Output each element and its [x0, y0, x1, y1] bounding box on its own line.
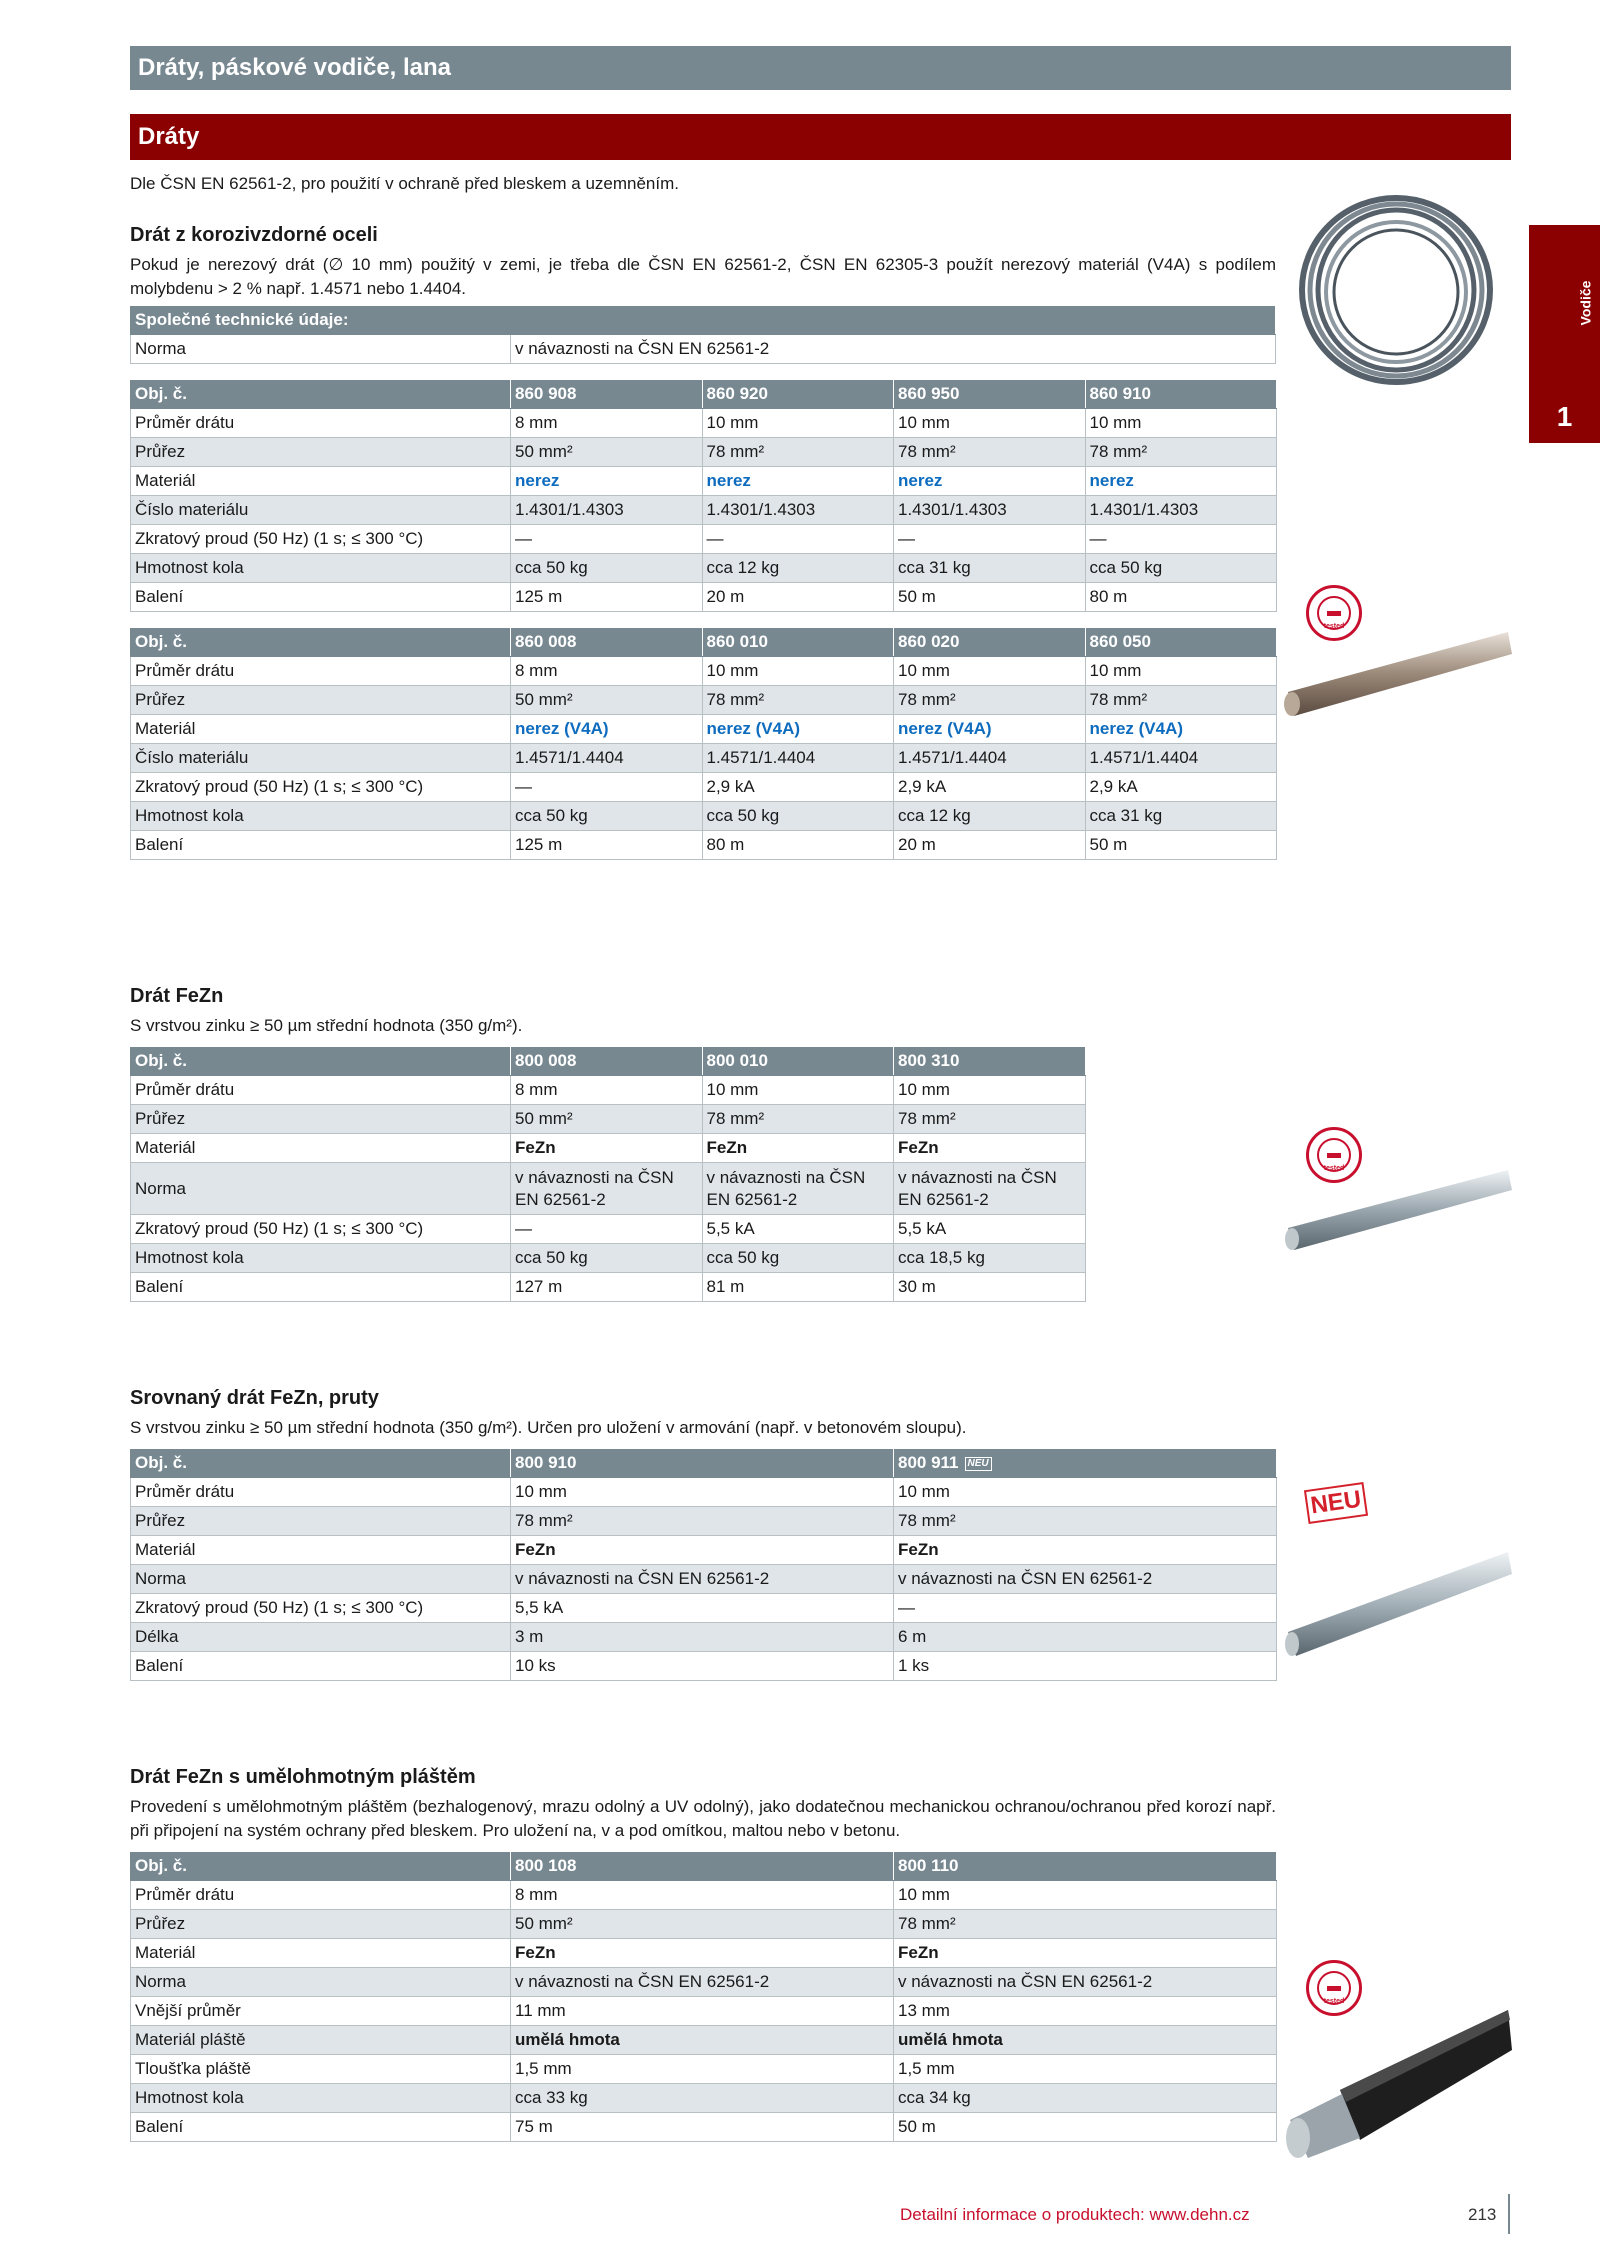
table-row [131, 1910, 1277, 1939]
cell-value: 78 mm² [894, 686, 1086, 715]
stainless-rod-image [1280, 630, 1512, 720]
table-row [131, 1623, 1277, 1652]
table-row [131, 715, 1277, 744]
cell-value: nerez (V4A) [1085, 715, 1277, 744]
row-label: Průměr drátu [131, 1478, 511, 1507]
section-description: Pokud je nerezový drát (∅ 10 mm) použitý v zemi, je třeba dle ČSN EN 62561-2, ČSN EN 62305-3 použít nerezový materiál (V4A) s podílem molybdenu > 2 % např. 1.4571 nebo 1.4404. [130, 255, 1276, 298]
cell-value: 20 m [894, 831, 1086, 860]
section-title: Drát z korozivzdorné oceli [130, 224, 378, 246]
table-row [131, 1968, 1277, 1997]
order-number: 860 008 [511, 628, 703, 657]
section-description: S vrstvou zinku ≥ 50 µm střední hodnota (350 g/m²). [130, 1016, 523, 1035]
cell-value: 127 m [511, 1273, 703, 1302]
row-label: Průřez [131, 1507, 511, 1536]
chapter-tab[interactable] [1529, 225, 1600, 443]
empty-cell [1085, 1105, 1277, 1134]
cell-value: 1 ks [894, 1652, 1277, 1681]
cell-value: 10 mm [894, 1881, 1277, 1910]
table-row [131, 773, 1277, 802]
cell-value: 11 mm [511, 1997, 894, 2026]
empty-cell [1085, 1163, 1277, 1215]
table-row [131, 1478, 1277, 1507]
order-number: 860 910 [1085, 380, 1277, 409]
row-label: Zkratový proud (50 Hz) (1 s; ≤ 300 °C) [131, 1594, 511, 1623]
table-row [131, 1507, 1277, 1536]
section-description: Provedení s umělohmotným pláštěm (bezhalogenový, mrazu odolný a UV odolný), jako dodatečnou mechanickou ochranou/ochranou před korozí např. při připojení na systém ochrany před bleskem. Pro uložení na, v a pod omítkou, maltou nebo v betonu. [130, 1797, 1276, 1840]
row-label: Materiál pláště [131, 2026, 511, 2055]
table-row [131, 686, 1277, 715]
row-label: Zkratový proud (50 Hz) (1 s; ≤ 300 °C) [131, 1215, 511, 1244]
cell-value: 13 mm [894, 1997, 1277, 2026]
table-row [131, 525, 1277, 554]
table-header-row [131, 1449, 1277, 1478]
table-row [131, 1652, 1277, 1681]
order-number: 860 950 [894, 380, 1086, 409]
empty-cell [1085, 1076, 1277, 1105]
table-row [131, 1215, 1277, 1244]
order-number: 800 911 NEU [894, 1449, 1277, 1478]
cell-value: 3 m [511, 1623, 894, 1652]
cell-value: v návaznosti na ČSN EN 62561-2 [702, 1163, 894, 1215]
order-number: 800 008 [511, 1047, 703, 1076]
section-straightened-fezn [130, 1387, 1276, 1681]
table-row [131, 1997, 1277, 2026]
header-label: Obj. č. [131, 1449, 511, 1478]
cell-value: 125 m [511, 831, 703, 860]
wire-coil-image [1296, 190, 1510, 400]
cell-value: 78 mm² [894, 438, 1086, 467]
page-number: 213 [1468, 2205, 1497, 2224]
cell-value: — [511, 773, 703, 802]
section-title: Drát FeZn s umělohmotným pláštěm [130, 1766, 476, 1788]
table-row [131, 554, 1277, 583]
row-label: Hmotnost kola [131, 802, 511, 831]
cell-value: — [511, 1215, 703, 1244]
empty-cell [1085, 1273, 1277, 1302]
cell-value: v návaznosti na ČSN EN 62561-2 [511, 1565, 894, 1594]
cell-value: 1.4571/1.4404 [894, 744, 1086, 773]
cell-value: — [511, 525, 703, 554]
cell-value: cca 50 kg [511, 802, 703, 831]
new-product-small-badge: NEU [965, 1457, 992, 1471]
norma-label: Norma [131, 335, 511, 364]
cell-value: 75 m [511, 2113, 894, 2142]
footer-link[interactable]: Detailní informace o produktech: www.dehn.cz [900, 2205, 1250, 2224]
table-row [131, 1939, 1277, 1968]
cell-value: nerez (V4A) [702, 715, 894, 744]
cell-value: 2,9 kA [702, 773, 894, 802]
table-row [131, 1134, 1277, 1163]
section-stainless-wire [130, 224, 1276, 860]
table-row [131, 2026, 1277, 2055]
cell-value: 10 mm [511, 1478, 894, 1507]
cell-value: 8 mm [511, 1076, 703, 1105]
cell-value: 10 mm [894, 1478, 1277, 1507]
tested-label: tested [1323, 1165, 1345, 1172]
cell-value: FeZn [894, 1134, 1086, 1163]
table-row [131, 438, 1277, 467]
common-spec-table [130, 305, 1276, 364]
cell-value: — [894, 1594, 1277, 1623]
cell-value: — [1085, 525, 1277, 554]
cell-value: 6 m [894, 1623, 1277, 1652]
table-row [131, 409, 1277, 438]
cell-value: 78 mm² [702, 438, 894, 467]
cell-value: 10 mm [702, 1076, 894, 1105]
cell-value: cca 31 kg [894, 554, 1086, 583]
empty-cell [1085, 1047, 1277, 1076]
tested-badge-icon [1306, 1960, 1362, 2016]
chapter-tab-label: Vodiče [1577, 280, 1594, 326]
cell-value: 10 mm [894, 409, 1086, 438]
empty-cell [1085, 1215, 1277, 1244]
cell-value: 50 mm² [511, 438, 703, 467]
cell-value: 1,5 mm [894, 2055, 1277, 2084]
cell-value: 2,9 kA [894, 773, 1086, 802]
cell-value: 10 mm [702, 657, 894, 686]
row-label: Průměr drátu [131, 657, 511, 686]
cell-value: FeZn [894, 1939, 1277, 1968]
cell-value: cca 50 kg [511, 1244, 703, 1273]
table-row [131, 1273, 1277, 1302]
row-label: Hmotnost kola [131, 2084, 511, 2113]
table-row [131, 2055, 1277, 2084]
fezn-rod-image [1280, 1170, 1512, 1260]
page-subheader: Dráty [130, 114, 1511, 160]
cell-value: cca 31 kg [1085, 802, 1277, 831]
table-row [131, 1076, 1277, 1105]
cell-value: cca 50 kg [511, 554, 703, 583]
row-label: Materiál [131, 1536, 511, 1565]
cell-value: 8 mm [511, 1881, 894, 1910]
section-title: Drát FeZn [130, 985, 224, 1007]
row-label: Balení [131, 2113, 511, 2142]
table-row [131, 1536, 1277, 1565]
cell-value: FeZn [702, 1134, 894, 1163]
table-row [131, 2084, 1277, 2113]
cell-value: cca 12 kg [702, 554, 894, 583]
order-number: 800 010 [702, 1047, 894, 1076]
common-spec-header: Společné technické údaje: [131, 306, 1276, 335]
table-row [131, 1244, 1277, 1273]
cell-value: 50 mm² [511, 1910, 894, 1939]
row-label: Průřez [131, 1910, 511, 1939]
row-label: Materiál [131, 715, 511, 744]
empty-cell [1085, 1134, 1277, 1163]
order-number: 860 908 [511, 380, 703, 409]
table-row [131, 1565, 1277, 1594]
cell-value: 1.4301/1.4303 [1085, 496, 1277, 525]
order-number: 860 010 [702, 628, 894, 657]
row-label: Norma [131, 1163, 511, 1215]
table-row [131, 1881, 1277, 1910]
row-label: Tloušťka pláště [131, 2055, 511, 2084]
table-row [131, 467, 1277, 496]
order-number: 860 050 [1085, 628, 1277, 657]
row-label: Vnější průměr [131, 1997, 511, 2026]
header-label: Obj. č. [131, 380, 511, 409]
order-number: 860 920 [702, 380, 894, 409]
row-label: Průměr drátu [131, 1881, 511, 1910]
order-number: 860 020 [894, 628, 1086, 657]
table-row [131, 744, 1277, 773]
cell-value: 1.4571/1.4404 [511, 744, 703, 773]
table-row [131, 831, 1277, 860]
cell-value: 78 mm² [702, 686, 894, 715]
spec-table-860-0xx [130, 627, 1277, 860]
cell-value: 2,9 kA [1085, 773, 1277, 802]
cell-value: 5,5 kA [894, 1215, 1086, 1244]
cell-value: 80 m [1085, 583, 1277, 612]
cell-value: umělá hmota [511, 2026, 894, 2055]
cell-value: 5,5 kA [511, 1594, 894, 1623]
tested-label: tested [1323, 1998, 1345, 2005]
cell-value: 10 ks [511, 1652, 894, 1681]
straightened-rod-image [1280, 1550, 1512, 1660]
row-label: Balení [131, 1652, 511, 1681]
table-row [131, 1105, 1277, 1134]
row-label: Balení [131, 831, 511, 860]
row-label: Norma [131, 1565, 511, 1594]
cell-value: 8 mm [511, 409, 703, 438]
cell-value: 125 m [511, 583, 703, 612]
order-number: 800 310 [894, 1047, 1086, 1076]
spec-table-800-1xx [130, 1851, 1277, 2142]
row-label: Zkratový proud (50 Hz) (1 s; ≤ 300 °C) [131, 525, 511, 554]
spec-table-800-91x [130, 1448, 1277, 1681]
cell-value: 1.4571/1.4404 [702, 744, 894, 773]
cell-value: v návaznosti na ČSN EN 62561-2 [894, 1163, 1086, 1215]
section-plastic-coated [130, 1766, 1276, 2142]
cell-value: 81 m [702, 1273, 894, 1302]
cell-value: 10 mm [702, 409, 894, 438]
row-label: Balení [131, 583, 511, 612]
cell-value: — [894, 525, 1086, 554]
cell-value: cca 12 kg [894, 802, 1086, 831]
row-label: Hmotnost kola [131, 1244, 511, 1273]
header-label: Obj. č. [131, 1047, 511, 1076]
cell-value: 1.4301/1.4303 [511, 496, 703, 525]
empty-cell [1085, 1244, 1277, 1273]
cell-value: v návaznosti na ČSN EN 62561-2 [894, 1565, 1277, 1594]
cell-value: 1.4571/1.4404 [1085, 744, 1277, 773]
cell-value: 80 m [702, 831, 894, 860]
cell-value: FeZn [894, 1536, 1277, 1565]
cell-value: 10 mm [894, 657, 1086, 686]
cell-value: nerez [702, 467, 894, 496]
row-label: Norma [131, 1968, 511, 1997]
header-label: Obj. č. [131, 1852, 511, 1881]
table-row [131, 657, 1277, 686]
row-label: Materiál [131, 467, 511, 496]
footer-divider [1508, 2194, 1510, 2234]
cell-value: nerez [1085, 467, 1277, 496]
page-section-header: Dráty, páskové vodiče, lana [130, 46, 1511, 90]
cell-value: cca 50 kg [702, 1244, 894, 1273]
cell-value: FeZn [511, 1134, 703, 1163]
cell-value: 10 mm [1085, 409, 1277, 438]
order-number: 800 110 [894, 1852, 1277, 1881]
cell-value: 50 m [1085, 831, 1277, 860]
cell-value: 78 mm² [1085, 686, 1277, 715]
intro-text: Dle ČSN EN 62561-2, pro použití v ochraně před bleskem a uzemněním. [130, 174, 679, 193]
spec-table-800-0xx [130, 1046, 1277, 1302]
row-label: Materiál [131, 1939, 511, 1968]
cell-value: 50 m [894, 2113, 1277, 2142]
order-number: 800 108 [511, 1852, 894, 1881]
norma-value: v návaznosti na ČSN EN 62561-2 [511, 335, 1276, 364]
row-label: Zkratový proud (50 Hz) (1 s; ≤ 300 °C) [131, 773, 511, 802]
row-label: Hmotnost kola [131, 554, 511, 583]
table-header-row [131, 1047, 1277, 1076]
cell-value: 78 mm² [1085, 438, 1277, 467]
cell-value: v návaznosti na ČSN EN 62561-2 [894, 1968, 1277, 1997]
cell-value: 8 mm [511, 657, 703, 686]
row-label: Průměr drátu [131, 409, 511, 438]
order-number: 800 910 [511, 1449, 894, 1478]
cell-value: FeZn [511, 1939, 894, 1968]
cell-value: cca 50 kg [1085, 554, 1277, 583]
cell-value: nerez (V4A) [511, 715, 703, 744]
cell-value: nerez (V4A) [894, 715, 1086, 744]
cell-value: v návaznosti na ČSN EN 62561-2 [511, 1968, 894, 1997]
spec-table-860-9xx [130, 379, 1277, 612]
cell-value: cca 50 kg [702, 802, 894, 831]
chapter-tab-number: 1 [1556, 401, 1573, 432]
row-label: Průměr drátu [131, 1076, 511, 1105]
cell-value: 5,5 kA [702, 1215, 894, 1244]
cell-value: 50 m [894, 583, 1086, 612]
table-header-row [131, 628, 1277, 657]
row-label: Číslo materiálu [131, 744, 511, 773]
cell-value: 1.4301/1.4303 [894, 496, 1086, 525]
cell-value: nerez [894, 467, 1086, 496]
new-product-badge: NEU [1304, 1482, 1368, 1524]
header-label: Obj. č. [131, 628, 511, 657]
row-label: Materiál [131, 1134, 511, 1163]
cell-value: nerez [511, 467, 703, 496]
cell-value: umělá hmota [894, 2026, 1277, 2055]
cell-value: 78 mm² [511, 1507, 894, 1536]
row-label: Balení [131, 1273, 511, 1302]
table-row [131, 802, 1277, 831]
table-row [131, 1594, 1277, 1623]
cell-value: 78 mm² [894, 1507, 1277, 1536]
table-row [131, 2113, 1277, 2142]
table-row [131, 1163, 1277, 1215]
cell-value: cca 18,5 kg [894, 1244, 1086, 1273]
row-label: Číslo materiálu [131, 496, 511, 525]
cell-value: v návaznosti na ČSN EN 62561-2 [511, 1163, 703, 1215]
cell-value: — [702, 525, 894, 554]
cell-value: 78 mm² [894, 1910, 1277, 1939]
cell-value: cca 34 kg [894, 2084, 1277, 2113]
cell-value: 1.4301/1.4303 [702, 496, 894, 525]
row-label: Průřez [131, 1105, 511, 1134]
cell-value: 10 mm [1085, 657, 1277, 686]
section-description: S vrstvou zinku ≥ 50 µm střední hodnota (350 g/m²). Určen pro uložení v armování (např. v betonovém sloupu). [130, 1418, 967, 1437]
row-label: Průřez [131, 438, 511, 467]
row-label: Průřez [131, 686, 511, 715]
cell-value: 1,5 mm [511, 2055, 894, 2084]
cell-value: 20 m [702, 583, 894, 612]
table-row [131, 496, 1277, 525]
tested-label: tested [1323, 623, 1345, 630]
cell-value: 50 mm² [511, 1105, 703, 1134]
coated-wire-image [1280, 2010, 1512, 2160]
cell-value: cca 33 kg [511, 2084, 894, 2113]
section-title: Srovnaný drát FeZn, pruty [130, 1387, 379, 1409]
cell-value: 50 mm² [511, 686, 703, 715]
table-row [131, 583, 1277, 612]
cell-value: 78 mm² [702, 1105, 894, 1134]
section-fezn-wire [130, 985, 1276, 1302]
row-label: Délka [131, 1623, 511, 1652]
table-header-row [131, 1852, 1277, 1881]
cell-value: 30 m [894, 1273, 1086, 1302]
table-header-row [131, 380, 1277, 409]
cell-value: 10 mm [894, 1076, 1086, 1105]
cell-value: FeZn [511, 1536, 894, 1565]
cell-value: 78 mm² [894, 1105, 1086, 1134]
